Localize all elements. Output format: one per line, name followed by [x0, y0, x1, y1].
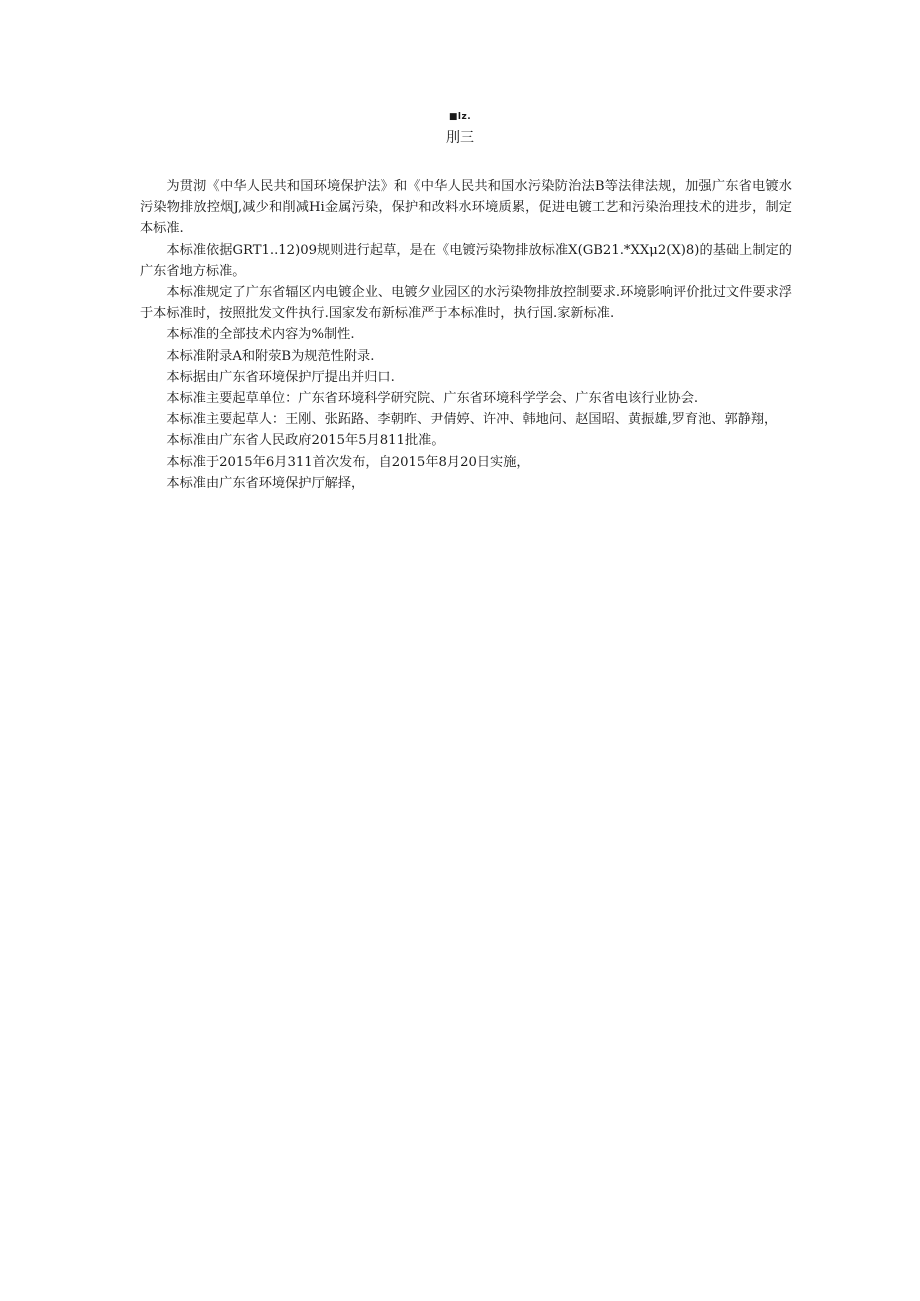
paragraph-proposer: 本标据由广东省环境保护厅提出并归口.	[166, 369, 395, 385]
paragraph-purpose: 为贯沏《中华人民共和国环境保护法》和《中华人民共和国水污染防治法B等法律法规，加强广东省电镀水污染物排放控烟J,减少和削减Hi金属污染，保护和改料水环境质累，促进电镀工艺和污染治理技术的进步，制定本标准.	[140, 179, 792, 237]
paragraph-release: 本标准于2015年6月311首次发布，自2015年8月20日实施，	[166, 454, 530, 470]
paragraph-mandatory: 本标准的全部技术内容为%制性.	[166, 327, 355, 343]
header-mark: ■lz.	[448, 112, 472, 122]
paragraph-scope: 本标准规定了广东省辐区内电镀企业、电镀夕业园区的水污染物排放控制要求.环境影响评价批过文件要求浮于本标准时，按照批发文件执行.国家发布新标准严于本标准时，执行国.家新标准.	[140, 285, 792, 322]
paragraph-approval: 本标准由广东省人民政府2015年5月811批准。	[166, 433, 445, 449]
paragraph-drafting-units: 本标准主要起草单位：广东省环境科学研究院、广东省环境科学学会、广东省电该行业协会.	[166, 391, 699, 407]
paragraph-appendices: 本标准附录A和附荥B为规范性附录.	[166, 348, 375, 364]
paragraph-interpretation: 本标准由广东省环境保护厅解择，	[166, 475, 365, 491]
page-title: 刖三	[446, 130, 474, 146]
foreword-body	[140, 176, 792, 494]
paragraph-drafters: 本标准主要起草人：王刚、张跖路、李朝昨、尹倩婷、许冲、韩地问、赵国昭、黄振雄,罗育池、郭静翔，	[166, 412, 778, 428]
paragraph-drafting-basis: 本标准依据GRT1..12)09规则进行起草，是在《电镀污染物排放标准X(GB21.*XXμ2(X)8)的基础上制定的广东省地方标准。	[140, 242, 792, 279]
